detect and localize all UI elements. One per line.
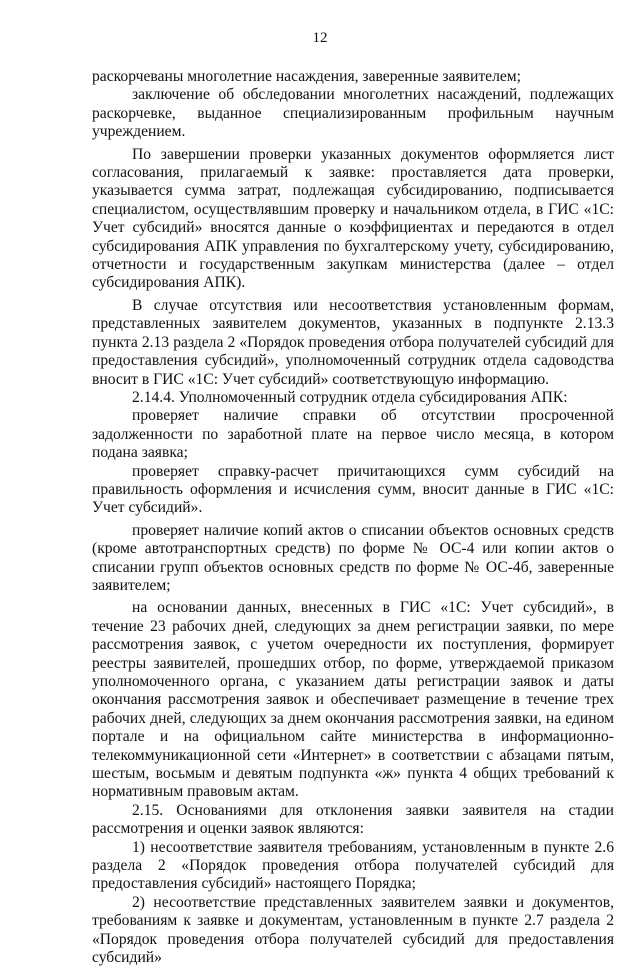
paragraph-7: проверяет справку-расчет причитающихся сумм субсидий на правильность оформления и исчисления сумм, вносит данные в ГИС «1С: Учет субсидий». bbox=[92, 462, 614, 517]
paragraph-12: 2) несоответствие представленных заявителем заявки и документов, требованиям к заявке и документам, установленным в пункте 2.7 раздела 2 «Порядок проведения отбора получателей субсидий для предоставления субсидий» bbox=[92, 893, 614, 967]
paragraph-8: проверяет наличие копий актов о списании объектов основных средств (кроме автотранспортных средств) по форме № ОС-4 или копии актов о списании групп объектов основных средств по форме № ОС-4б, заверенные заявителем; bbox=[92, 521, 614, 594]
paragraph-11: 1) несоответствие заявителя требованиям, установленным в пункте 2.6 раздела 2 «Порядок проведения отбора получателей субсидий для предоставления субсидий» настоящего Порядка; bbox=[92, 838, 614, 893]
paragraph-1: раскорчеваны многолетние насаждения, заверенные заявителем; bbox=[92, 68, 521, 85]
paragraph-9: на основании данных, внесенных в ГИС «1С: Учет субсидий», в течение 23 рабочих дней, следующих за днем регистрации заявки, по мере рассмотрения заявок, с учетом очередности их поступления, формирует реестры заявителей, прошедших отбор, по форме, утверждаемой приказом уполномоченного органа, с указанием даты регистрации заявок и даты окончания рассмотрения заявок и обеспечивает размещение в течение трех рабочих дней, следующих за днем окончания рассмотрения заявки, на едином портале и на официальном сайте министерства в информационно-телекоммуникационной сети «Интернет» в соответствии с абзацами пятым, шестым, восьмым и девятым подпункта «ж» пункта 4 общих требований к нормативным правовым актам. bbox=[92, 599, 614, 801]
page-number: 12 bbox=[312, 30, 328, 46]
paragraph-3: По завершении проверки указанных документов оформляется лист согласования, прилагаемый к заявке: проставляется дата проверки, указывается сумма затрат, подлежащая субсидированию, подписывается специалистом, осуществлявшим проверку и начальником отдела, в ГИС «1С: Учет субсидий» вносятся данные о коэффициентах и передаются в отдел субсидирования АПК управления по бухгалтерскому учету, субсидированию, отчетности и государственным закупкам министерства (далее – отдел субсидирования АПК). bbox=[92, 145, 614, 292]
paragraph-4: В случае отсутствия или несоответствия установленным формам, представленных заявителем документов, указанных в подпункте 2.13.3 пункта 2.13 раздела 2 «Порядок проведения отбора получателей субсидий для предоставления субсидий», уполномоченный сотрудник отдела садоводства вносит в ГИС «1С: Учет субсидий» соответствующую информацию. bbox=[92, 296, 614, 388]
paragraph-6: проверяет наличие справки об отсутствии просроченной задолженности по заработной плате на первое число месяца, в котором подана заявка; bbox=[92, 407, 614, 462]
paragraph-10: 2.15. Основаниями для отклонения заявки заявителя на стадии рассмотрения и оценки заявок являются: bbox=[92, 801, 614, 838]
paragraph-2: заключение об обследовании многолетних насаждений, подлежащих раскорчевке, выданное специализированным профильным научным учреждением. bbox=[92, 86, 614, 141]
paragraph-5: 2.14.4. Уполномоченный сотрудник отдела субсидирования АПК: bbox=[132, 388, 568, 406]
document-body bbox=[92, 68, 614, 968]
